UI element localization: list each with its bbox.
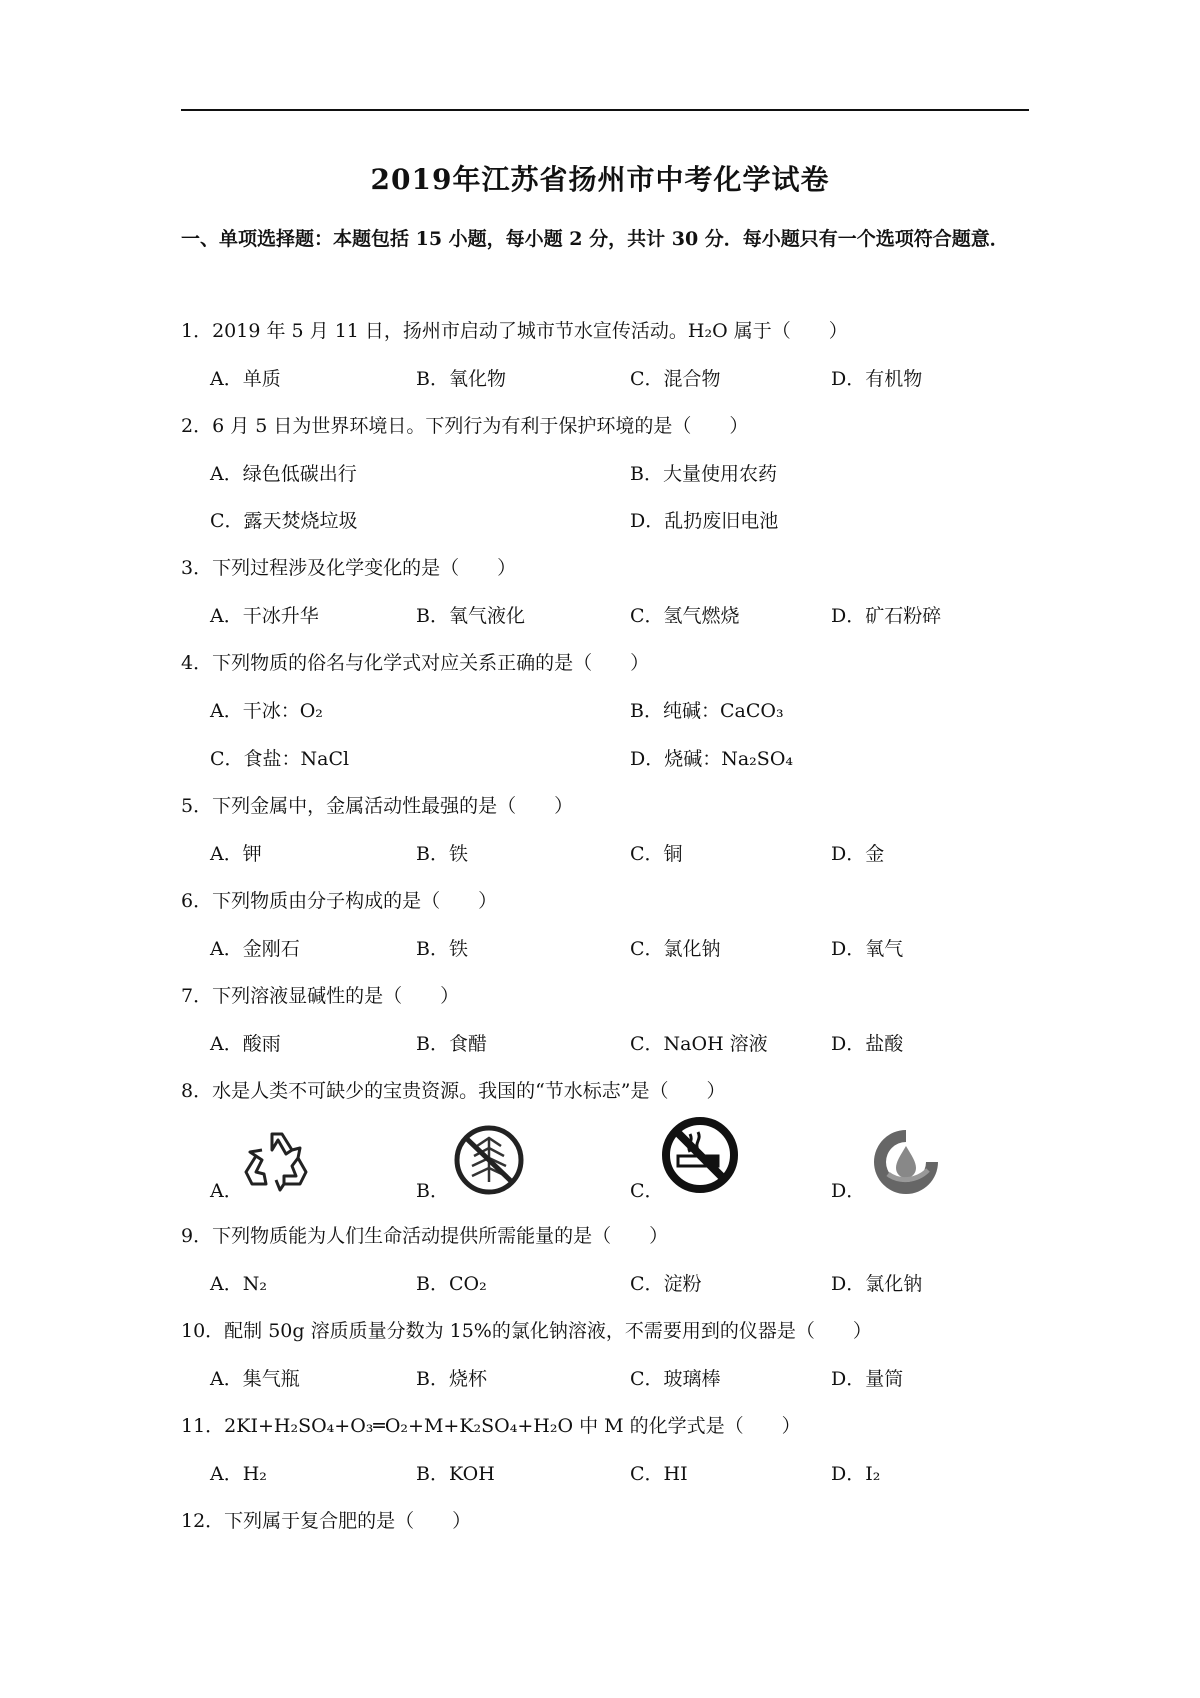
q6-option-a[interactable]: A．金刚石 (210, 938, 300, 960)
question-12-stem: 12．下列属于复合肥的是（ ） (181, 1510, 472, 1532)
q2-option-b[interactable]: B．大量使用农药 (630, 463, 777, 485)
page-title: 2019年江苏省扬州市中考化学试卷 (370, 163, 830, 196)
q5-option-d[interactable]: D．金 (831, 843, 885, 865)
recycle-icon[interactable] (242, 1128, 312, 1194)
q9-option-c[interactable]: C．淀粉 (630, 1273, 702, 1295)
q11-option-d[interactable]: D．I₂ (831, 1463, 881, 1485)
question-5-stem: 5．下列金属中，金属活动性最强的是（ ） (181, 795, 574, 817)
q10-option-b[interactable]: B．烧杯 (416, 1368, 487, 1390)
q5-option-a[interactable]: A．钾 (210, 843, 262, 865)
q1-option-a[interactable]: A．单质 (210, 368, 281, 390)
q11-option-a[interactable]: A．H₂ (210, 1463, 267, 1485)
question-8-stem: 8．水是人类不可缺少的宝贵资源。我国的“节水标志”是（ ） (181, 1080, 726, 1102)
question-11-stem: 11．2KI+H₂SO₄+O₃═O₂+M+K₂SO₄+H₂O 中 M 的化学式是（ ） (181, 1415, 801, 1437)
q4-option-a[interactable]: A．干冰：O₂ (210, 700, 323, 722)
question-3-stem: 3．下列过程涉及化学变化的是（ ） (181, 557, 517, 579)
question-9-stem: 9．下列物质能为人们生命活动提供所需能量的是（ ） (181, 1225, 669, 1247)
q10-option-c[interactable]: C．玻璃棒 (630, 1368, 721, 1390)
question-4-stem: 4．下列物质的俗名与化学式对应关系正确的是（ ） (181, 652, 650, 674)
q9-option-b[interactable]: B．CO₂ (416, 1273, 487, 1295)
no-logging-icon[interactable] (450, 1124, 528, 1196)
q7-option-d[interactable]: D．盐酸 (831, 1033, 904, 1055)
q5-option-b[interactable]: B．铁 (416, 843, 468, 865)
q3-option-d[interactable]: D．矿石粉碎 (831, 605, 942, 627)
q2-option-c[interactable]: C．露天焚烧垃圾 (210, 510, 358, 532)
q8-option-b[interactable]: B． (416, 1180, 449, 1202)
q11-option-b[interactable]: B．KOH (416, 1463, 495, 1485)
q8-option-a[interactable]: A． (210, 1180, 243, 1202)
q3-option-a[interactable]: A．干冰升华 (210, 605, 319, 627)
q2-option-a[interactable]: A．绿色低碳出行 (210, 463, 357, 485)
q7-option-b[interactable]: B．食醋 (416, 1033, 487, 1055)
section-heading: 一、单项选择题：本题包括 15 小题，每小题 2 分，共计 30 分．每小题只有一个选项符合题意． (181, 228, 1009, 250)
q7-option-a[interactable]: A．酸雨 (210, 1033, 281, 1055)
question-1-stem: 1．2019 年 5 月 11 日，扬州市启动了城市节水宣传活动。H₂O 属于（ ） (181, 320, 848, 342)
question-7-stem: 7．下列溶液显碱性的是（ ） (181, 985, 460, 1007)
q11-option-c[interactable]: C．HI (630, 1463, 688, 1485)
q2-option-d[interactable]: D．乱扔废旧电池 (630, 510, 779, 532)
q4-option-c[interactable]: C．食盐：NaCl (210, 748, 350, 770)
q7-option-c[interactable]: C．NaOH 溶液 (630, 1033, 768, 1055)
q3-option-b[interactable]: B．氧气液化 (416, 605, 525, 627)
q3-option-c[interactable]: C．氢气燃烧 (630, 605, 740, 627)
q8-option-c[interactable]: C． (630, 1180, 664, 1202)
no-smoking-icon[interactable] (660, 1116, 740, 1194)
q4-option-d[interactable]: D．烧碱：Na₂SO₄ (630, 748, 794, 770)
question-10-stem: 10．配制 50g 溶质质量分数为 15%的氯化钠溶液，不需要用到的仪器是（ ） (181, 1320, 872, 1342)
q10-option-d[interactable]: D．量筒 (831, 1368, 904, 1390)
header-rule (181, 109, 1029, 111)
q1-option-d[interactable]: D．有机物 (831, 368, 923, 390)
question-6-stem: 6．下列物质由分子构成的是（ ） (181, 890, 498, 912)
q1-option-b[interactable]: B．氧化物 (416, 368, 506, 390)
q4-option-b[interactable]: B．纯碱：CaCO₃ (630, 700, 784, 722)
q9-option-a[interactable]: A．N₂ (210, 1273, 267, 1295)
question-2-stem: 2．6 月 5 日为世界环境日。下列行为有利于保护环境的是（ ） (181, 415, 749, 437)
q8-option-d[interactable]: D． (831, 1180, 866, 1202)
q6-option-c[interactable]: C．氯化钠 (630, 938, 721, 960)
q5-option-c[interactable]: C．铜 (630, 843, 683, 865)
water-saving-icon[interactable] (868, 1126, 944, 1196)
q6-option-b[interactable]: B．铁 (416, 938, 468, 960)
q9-option-d[interactable]: D．氯化钠 (831, 1273, 923, 1295)
q6-option-d[interactable]: D．氧气 (831, 938, 904, 960)
q1-option-c[interactable]: C．混合物 (630, 368, 721, 390)
q10-option-a[interactable]: A．集气瓶 (210, 1368, 300, 1390)
